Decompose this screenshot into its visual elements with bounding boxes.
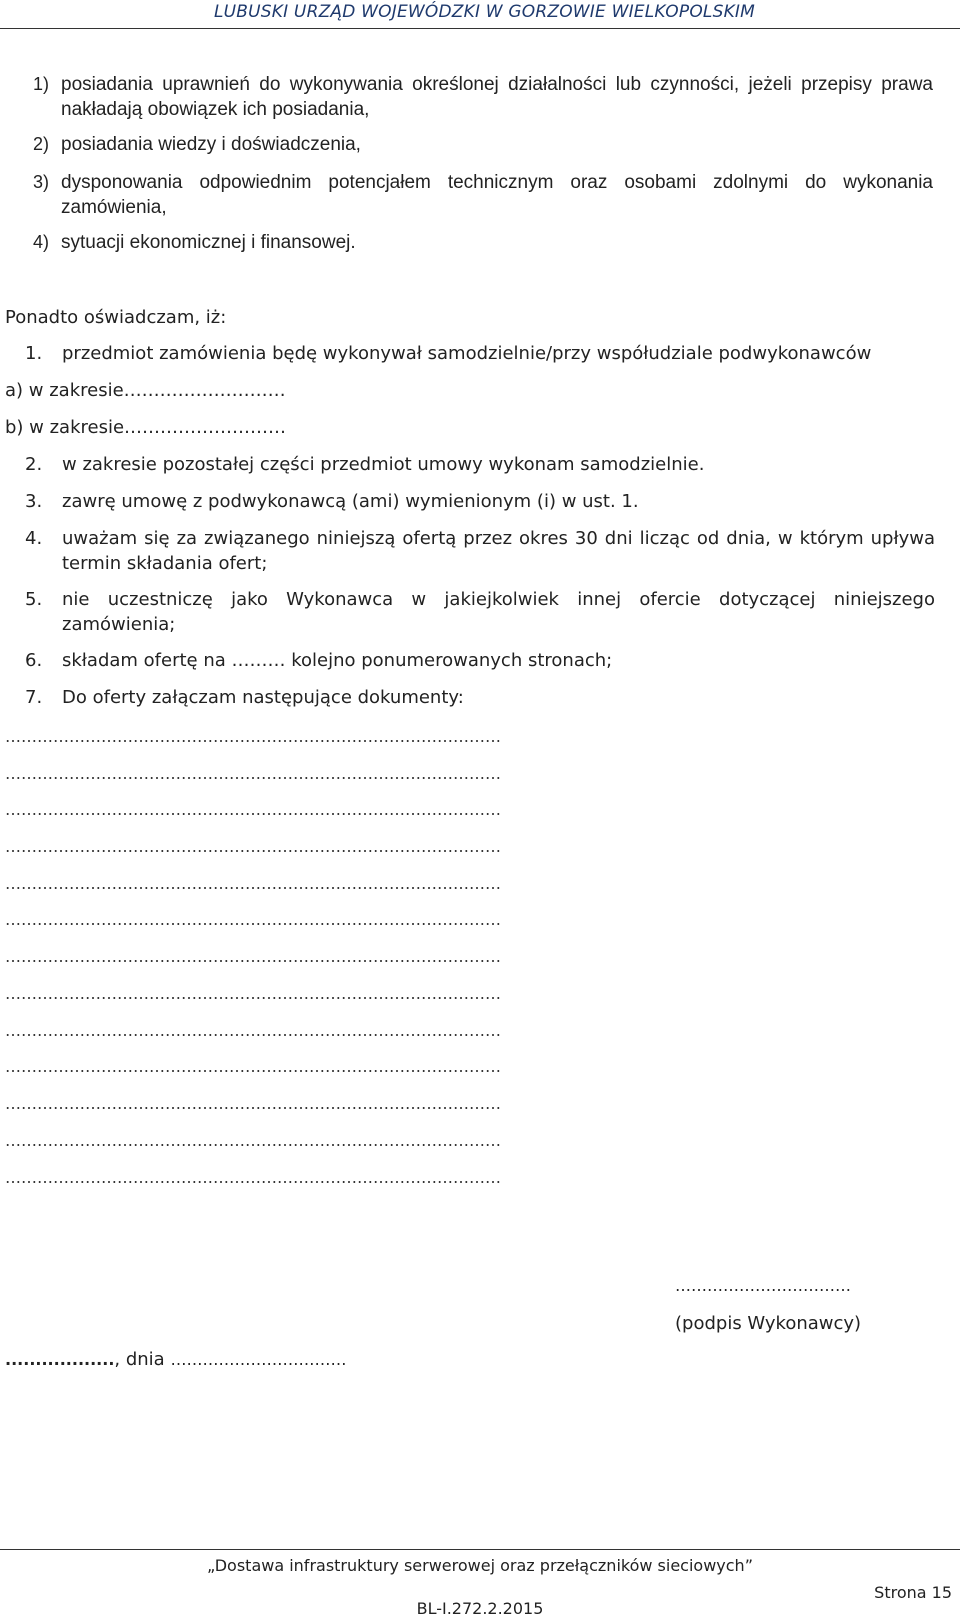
document-line: ………………………………………………………………………………… xyxy=(5,800,501,819)
condition-2-number: 2) xyxy=(33,134,50,154)
place-dots: .................. xyxy=(5,1350,115,1369)
page-number: Strona 15 xyxy=(874,1583,952,1602)
statement-2-text: w zakresie pozostałej części przedmiot umowy wykonam samodzielnie. xyxy=(62,454,705,475)
document-code: BL-I.272.2.2015 xyxy=(416,1599,544,1618)
statement-6-number: 6. xyxy=(25,650,43,671)
statement-2 xyxy=(25,452,935,477)
footer-title: „Dostawa infrastruktury serwerowej oraz przełączników sieciowych” xyxy=(207,1556,753,1575)
document-line: ………………………………………………………………………………… xyxy=(5,1057,501,1076)
statement-1-text: przedmiot zamówienia będę wykonywał samodzielnie/przy współudziale podwykonawców xyxy=(62,343,872,364)
statement-2-number: 2. xyxy=(25,454,43,475)
statement-7-number: 7. xyxy=(25,687,43,708)
document-line: ………………………………………………………………………………… xyxy=(5,1168,501,1187)
condition-4 xyxy=(33,230,933,255)
statement-4 xyxy=(25,526,935,576)
statement-5 xyxy=(25,587,935,637)
signature-dots: …………………………… xyxy=(675,1276,851,1295)
condition-3-text: dysponowania odpowiednim potencjałem technicznym oraz osobami zdolnymi do wykonania zamówienia, xyxy=(61,172,933,218)
statement-5-text: nie uczestniczę jako Wykonawca w jakiejkolwiek innej ofercie dotyczącej niniejszego zamówienia; xyxy=(62,589,935,635)
statement-3 xyxy=(25,489,935,514)
document-line: ………………………………………………………………………………… xyxy=(5,910,501,929)
statement-4-text: uważam się za związanego niniejszą ofertą przez okres 30 dni licząc od dnia, w którym upływa termin składania ofert; xyxy=(62,528,935,574)
header-title: LUBUSKI URZĄD WOJEWÓDZKI W GORZOWIE WIELKOPOLSKIM xyxy=(213,2,755,22)
statement-6-text: składam ofertę na ……… kolejno ponumerowanych stronach; xyxy=(62,650,613,671)
condition-2 xyxy=(33,132,933,157)
statement-4-number: 4. xyxy=(25,528,43,549)
document-line: ………………………………………………………………………………… xyxy=(5,727,501,746)
condition-3 xyxy=(33,170,933,220)
intro-text: Ponadto oświadczam, iż: xyxy=(5,307,227,328)
condition-4-number: 4) xyxy=(33,232,50,252)
document-line: ………………………………………………………………………………… xyxy=(5,1131,501,1150)
statement-5-number: 5. xyxy=(25,589,43,610)
statement-7 xyxy=(25,685,935,710)
page-header xyxy=(0,0,960,29)
document-line: ………………………………………………………………………………… xyxy=(5,874,501,893)
document-line: ………………………………………………………………………………… xyxy=(5,837,501,856)
condition-3-number: 3) xyxy=(33,172,50,192)
document-line: ………………………………………………………………………………… xyxy=(5,984,501,1003)
document-line: ………………………………………………………………………………… xyxy=(5,764,501,783)
condition-2-text: posiadania wiedzy i doświadczenia, xyxy=(61,134,361,155)
date-dots: …………………………… xyxy=(170,1350,347,1369)
document-line: ………………………………………………………………………………… xyxy=(5,947,501,966)
condition-4-text: sytuacji ekonomicznej i finansowej. xyxy=(61,232,356,253)
place-date xyxy=(5,1347,346,1372)
date-label: , dnia xyxy=(114,1349,165,1370)
document-line: ………………………………………………………………………………… xyxy=(5,1021,501,1040)
statement-3-number: 3. xyxy=(25,491,43,512)
document-line: ………………………………………………………………………………… xyxy=(5,1094,501,1113)
statement-1 xyxy=(25,341,935,366)
condition-1-number: 1) xyxy=(33,74,50,94)
statement-7-text: Do oferty załączam następujące dokumenty: xyxy=(62,687,464,708)
scope-a: a) w zakresie……………………… xyxy=(5,380,286,401)
signature-label: (podpis Wykonawcy) xyxy=(675,1313,862,1334)
condition-1-text: posiadania uprawnień do wykonywania określonej działalności lub czynności, jeżeli przepisy prawa nakładają obowiązek ich posiadania, xyxy=(61,74,933,120)
statement-3-text: zawrę umowę z podwykonawcą (ami) wymienionym (i) w ust. 1. xyxy=(62,491,639,512)
statement-1-number: 1. xyxy=(25,343,43,364)
condition-1 xyxy=(33,72,933,122)
scope-b: b) w zakresie……………………… xyxy=(5,417,287,438)
statement-6 xyxy=(25,648,935,673)
footer-divider xyxy=(0,1549,960,1550)
